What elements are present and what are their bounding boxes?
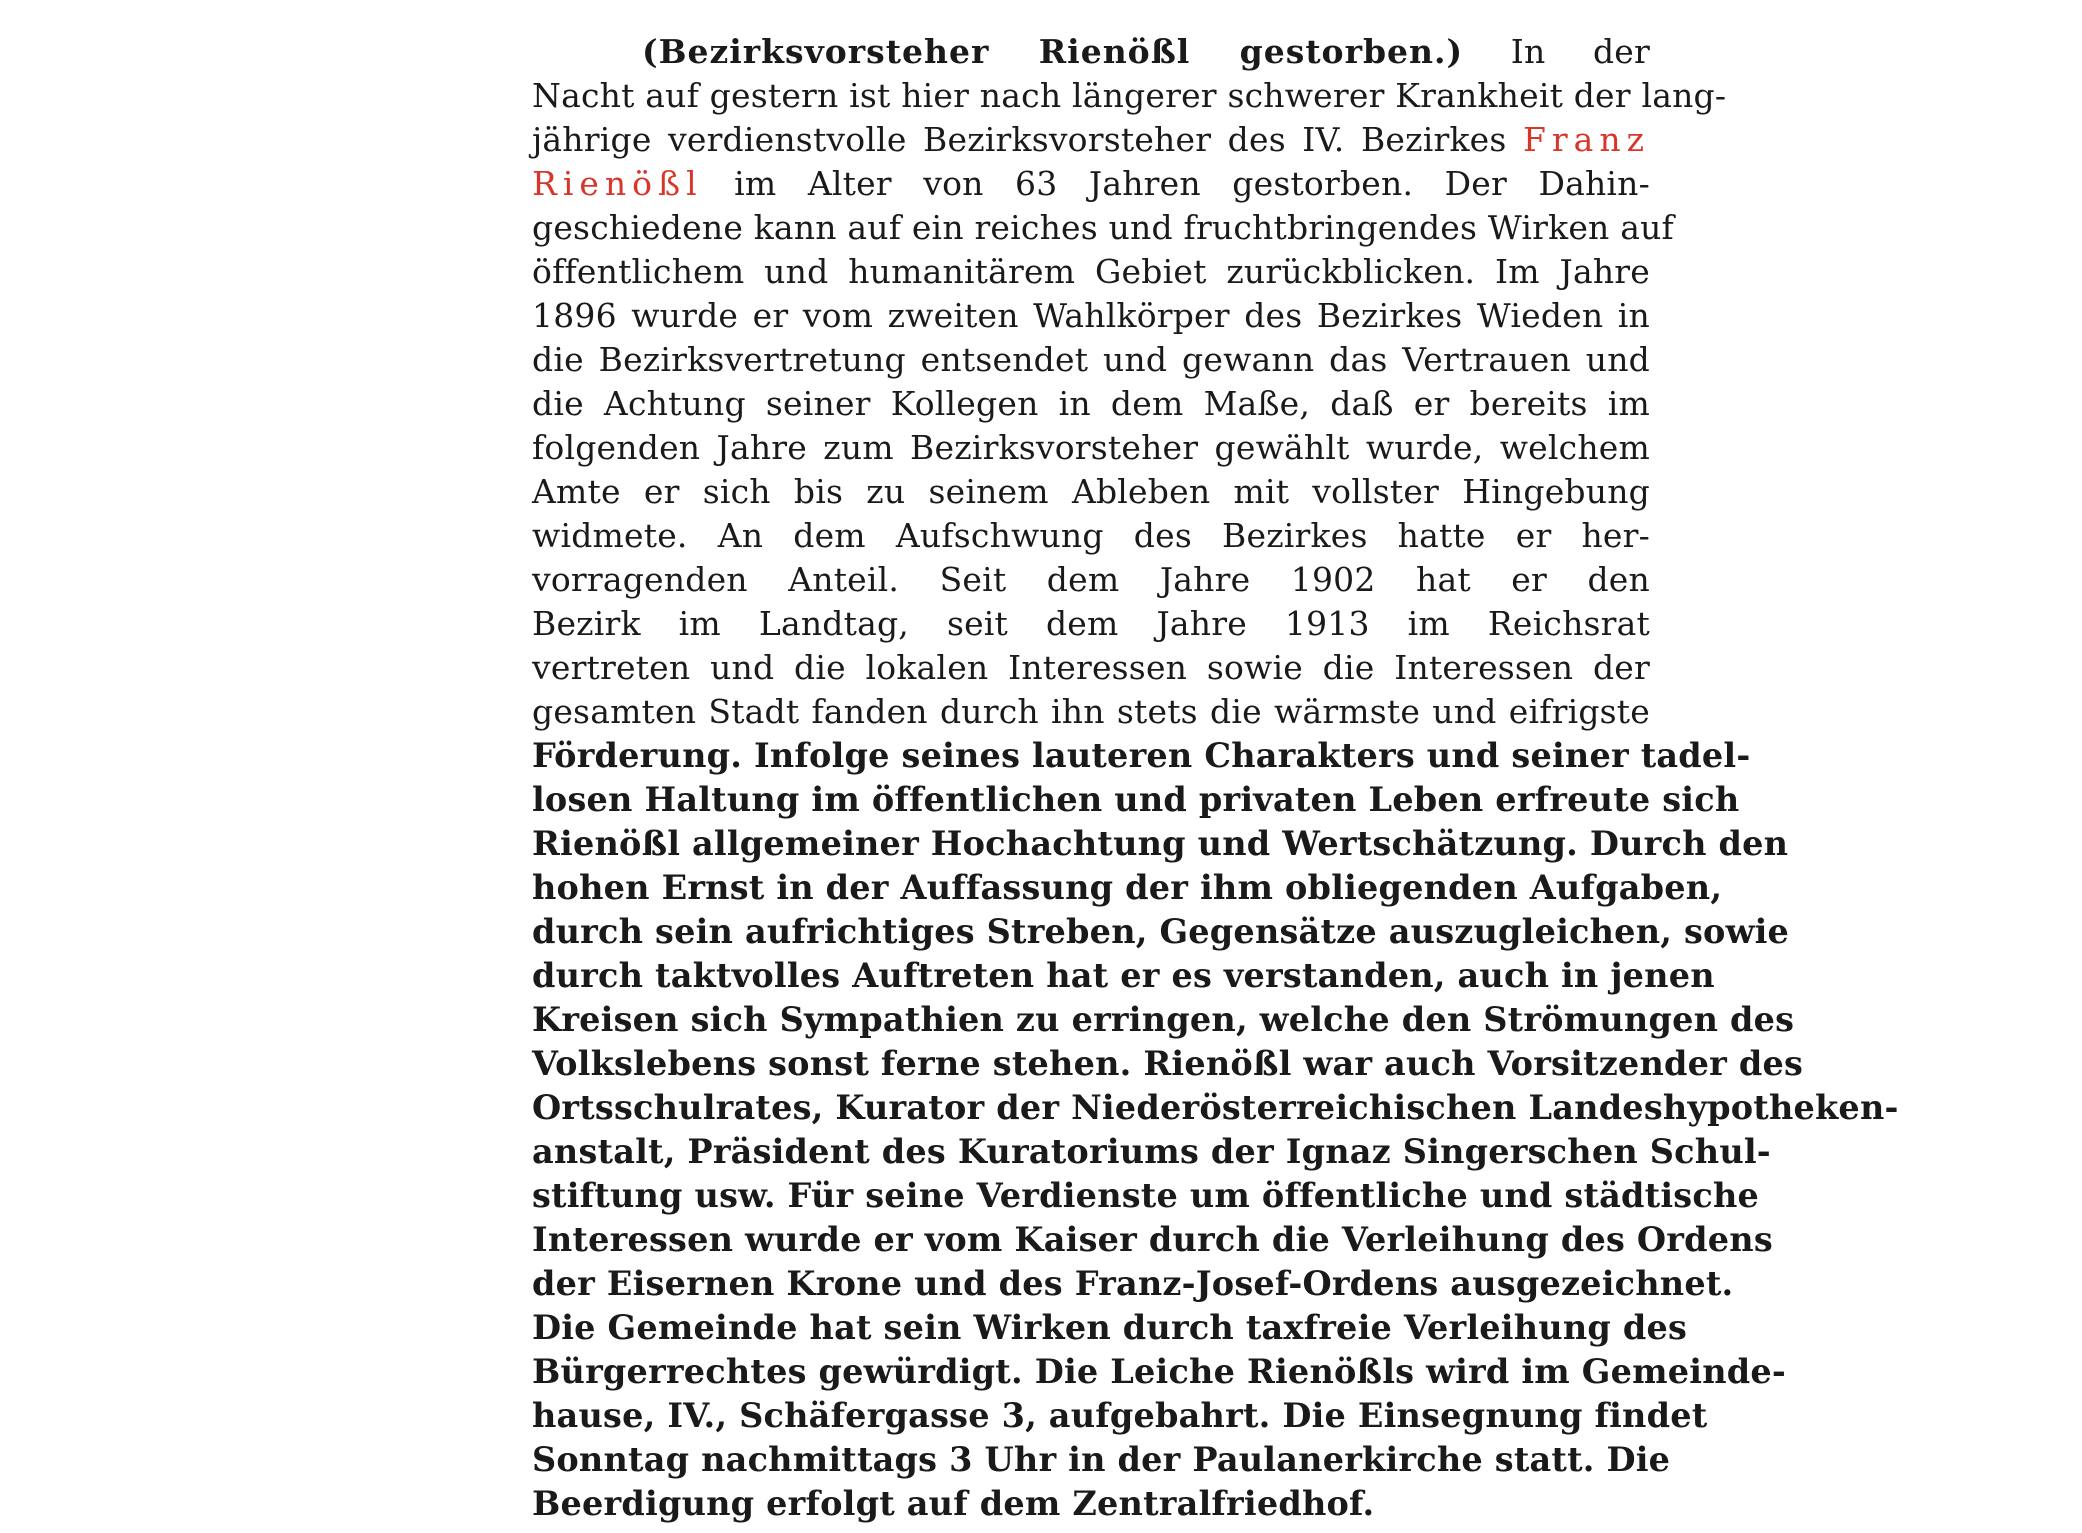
article-line-33: Sonntag nachmittags 3 Uhr in der Paulanerkirche statt. Die bbox=[532, 1440, 1671, 1479]
article-lower-block bbox=[532, 734, 1899, 1526]
article-line-26: anstalt, Präsident des Kuratoriums der Ignaz Singerschen Schul- bbox=[532, 1132, 1771, 1171]
article-line-17: Förderung. Infolge seines lauteren Charakters und seiner tadel- bbox=[532, 736, 1751, 775]
person-name-first: Franz bbox=[1522, 120, 1650, 159]
article-line-20: hohen Ernst in der Auffassung der ihm obliegenden Aufgaben, bbox=[532, 868, 1723, 907]
article-text: jährige verdienstvolle Bezirksvorsteher des IV. Bezirkes bbox=[532, 120, 1507, 159]
article-line-16: gesamten Stadt fanden durch ihn stets die wärmste und eifrigste bbox=[532, 692, 1650, 731]
person-name-last: Rienößl bbox=[532, 164, 703, 203]
article-headline: (Bezirksvorsteher Rienößl gestorben.) bbox=[642, 32, 1464, 71]
article-line-23: Kreisen sich Sympathien zu erringen, welche den Strömungen des bbox=[532, 1000, 1795, 1039]
article-line-10: folgenden Jahre zum Bezirksvorsteher gewählt wurde, welchem bbox=[532, 428, 1650, 467]
article-line-31: Bürgerrechtes gewürdigt. Die Leiche Rienößls wird im Gemeinde- bbox=[532, 1352, 1786, 1391]
article-line-22: durch taktvolles Auftreten hat er es verstanden, auch in jenen bbox=[532, 956, 1715, 995]
article-line-28: Interessen wurde er vom Kaiser durch die Verleihung des Ordens bbox=[532, 1220, 1773, 1259]
article-line-18: losen Haltung im öffentlichen und privaten Leben erfreute sich bbox=[532, 780, 1740, 819]
article-line-19: Rienößl allgemeiner Hochachtung und Wertschätzung. Durch den bbox=[532, 824, 1789, 863]
article-line-21: durch sein aufrichtiges Streben, Gegensätze auszugleichen, sowie bbox=[532, 912, 1790, 951]
article-line-2: Nacht auf gestern ist hier nach längerer schwerer Krankheit der lang- bbox=[532, 76, 1727, 115]
article-line-27: stiftung usw. Für seine Verdienste um öffentliche und städtische bbox=[532, 1176, 1760, 1215]
article-line-32: hause, IV., Schäfergasse 3, aufgebahrt. Die Einsegnung findet bbox=[532, 1396, 1708, 1435]
article-line-12: widmete. An dem Aufschwung des Bezirkes hatte er her- bbox=[532, 516, 1650, 555]
article-line-14: Bezirk im Landtag, seit dem Jahre 1913 im Reichsrat bbox=[532, 604, 1650, 643]
article-line-15: vertreten und die lokalen Interessen sowie die Interessen der bbox=[532, 648, 1650, 687]
article-line-30: Die Gemeinde hat sein Wirken durch taxfreie Verleihung des bbox=[532, 1308, 1688, 1347]
article-line-7: 1896 wurde er vom zweiten Wahlkörper des Bezirkes Wieden in bbox=[532, 296, 1650, 335]
article-text: In der bbox=[1510, 32, 1650, 71]
article-line-1 bbox=[532, 30, 1650, 74]
article-line-11: Amte er sich bis zu seinem Ableben mit vollster Hingebung bbox=[532, 472, 1650, 511]
article-line-6: öffentlichem und humanitärem Gebiet zurückblicken. Im Jahre bbox=[532, 252, 1650, 291]
article-line-29: der Eisernen Krone und des Franz-Josef-Ordens ausgezeichnet. bbox=[532, 1264, 1734, 1303]
article-line-5: geschiedene kann auf ein reiches und fruchtbringendes Wirken auf bbox=[532, 208, 1674, 247]
article-text: im Alter von 63 Jahren gestorben. Der Dahin- bbox=[734, 164, 1650, 203]
article-line-13: vorragenden Anteil. Seit dem Jahre 1902 hat er den bbox=[532, 560, 1650, 599]
article-line-3 bbox=[532, 118, 1650, 162]
article-line-8: die Bezirksvertretung entsendet und gewann das Vertrauen und bbox=[532, 340, 1650, 379]
article-line-4 bbox=[532, 162, 1650, 206]
article-line-9: die Achtung seiner Kollegen in dem Maße, daß er bereits im bbox=[532, 384, 1650, 423]
article-line-24: Volkslebens sonst ferne stehen. Rienößl war auch Vorsitzender des bbox=[532, 1044, 1804, 1083]
article-line-25: Ortsschulrates, Kurator der Niederösterreichischen Landeshypotheken- bbox=[532, 1088, 1899, 1127]
news-article bbox=[532, 30, 1899, 1526]
article-line-34: Beerdigung erfolgt auf dem Zentralfriedhof. bbox=[532, 1484, 1375, 1523]
